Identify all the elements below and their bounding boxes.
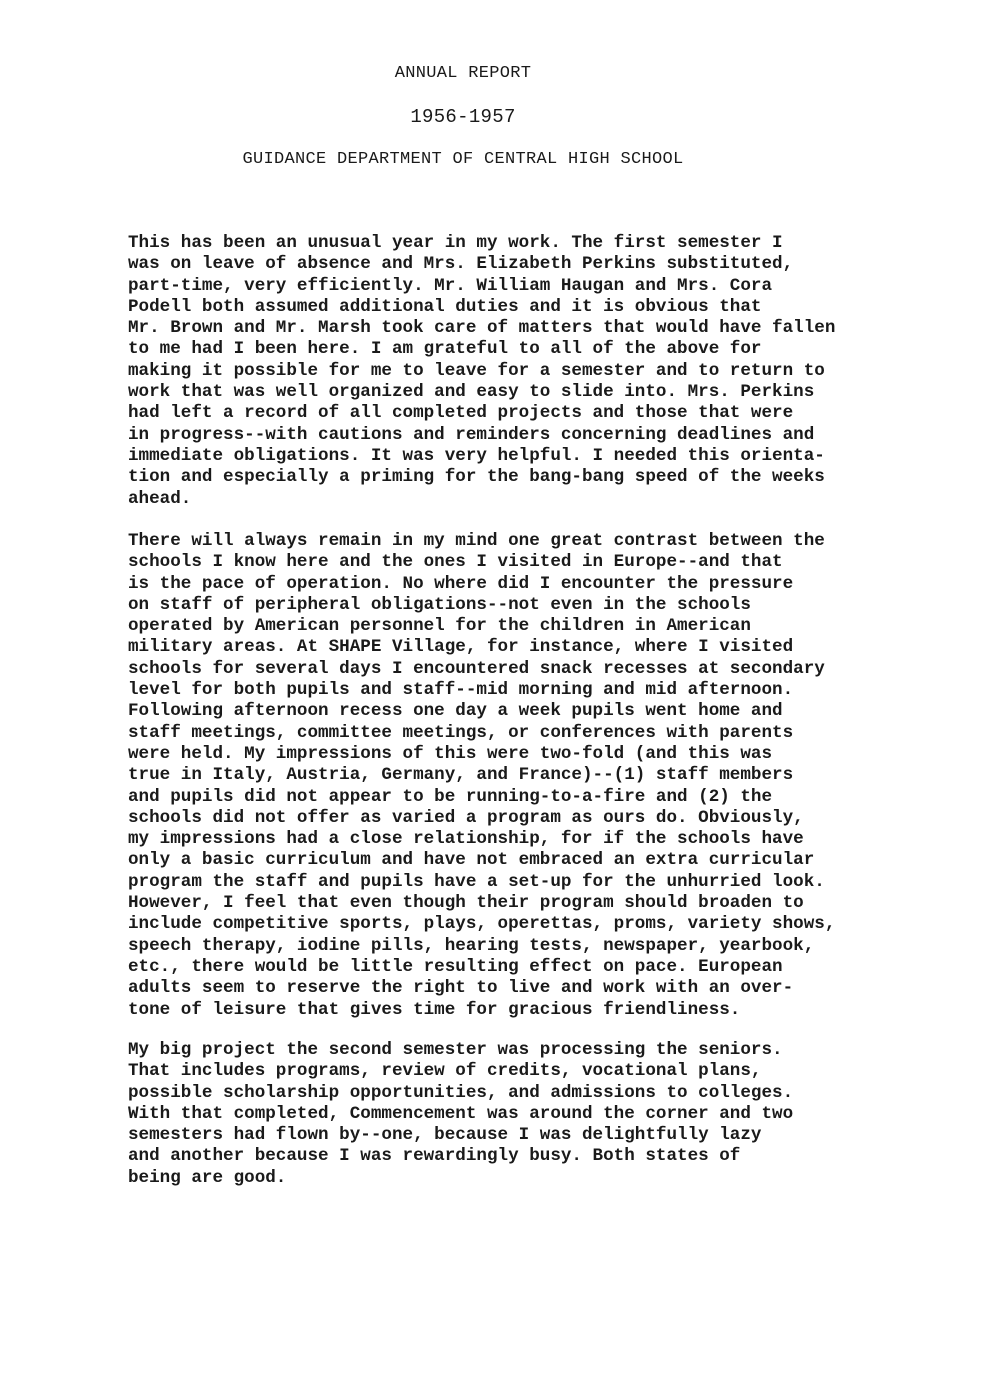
text-line: to me had I been here. I am grateful to all of the above for: [128, 339, 762, 360]
text-line: being are good.: [128, 1167, 287, 1188]
text-line: include competitive sports, plays, operettas, proms, variety shows,: [128, 914, 836, 935]
text-line: speech therapy, iodine pills, hearing tests, newspaper, yearbook,: [128, 935, 815, 956]
text-line: ahead.: [128, 488, 192, 509]
report-title: ANNUAL REPORT: [394, 64, 532, 83]
text-line: program the staff and pupils have a set-up for the unhurried look.: [128, 871, 825, 892]
text-line: only a basic curriculum and have not embraced an extra curricular: [128, 850, 815, 871]
text-line: and another because I was rewardingly busy. Both states of: [128, 1146, 741, 1167]
text-line: were held. My impressions of this were two-fold (and this was: [128, 743, 773, 764]
text-line: is the pace of operation. No where did I encounter the pressure: [128, 573, 794, 594]
text-line: There will always remain in my mind one great contrast between the: [128, 531, 825, 551]
paragraph-2: [128, 531, 998, 1021]
text-line: Mr. Brown and Mr. Marsh took care of matters that would have fallen: [128, 318, 836, 339]
text-line: This has been an unusual year in my work. The first semester I: [128, 233, 783, 253]
department-heading: GUIDANCE DEPARTMENT OF CENTRAL HIGH SCHOOL: [242, 150, 684, 169]
text-line: semesters had flown by--one, because I was delightfully lazy: [128, 1125, 762, 1146]
text-line: Following afternoon recess one day a week pupils went home and: [128, 701, 783, 722]
text-line: was on leave of absence and Mrs. Elizabeth Perkins substituted,: [128, 254, 794, 275]
text-line: adults seem to reserve the right to live and work with an over-: [128, 978, 794, 999]
text-line: tion and especially a priming for the bang-bang speed of the weeks: [128, 467, 825, 488]
text-line: However, I feel that even though their program should broaden to: [128, 893, 804, 914]
paragraph-3: [128, 1040, 998, 1189]
text-line: had left a record of all completed projects and those that were: [128, 403, 794, 424]
text-line: on staff of peripheral obligations--not even in the schools: [128, 594, 751, 615]
text-line: work that was well organized and easy to slide into. Mrs. Perkins: [128, 382, 815, 403]
text-line: level for both pupils and staff--mid morning and mid afternoon.: [128, 680, 794, 701]
text-line: and pupils did not appear to be running-to-a-fire and (2) the: [128, 786, 773, 807]
text-line: making it possible for me to leave for a semester and to return to: [128, 360, 825, 381]
text-line: in progress--with cautions and reminders concerning deadlines and: [128, 424, 815, 445]
text-line: My big project the second semester was processing the seniors.: [128, 1040, 783, 1060]
text-line: tone of leisure that gives time for gracious friendliness.: [128, 999, 741, 1020]
text-line: schools I know here and the ones I visited in Europe--and that: [128, 552, 783, 573]
text-line: schools for several days I encountered snack recesses at secondary: [128, 658, 825, 679]
text-line: military areas. At SHAPE Village, for instance, where I visited: [128, 637, 794, 658]
text-line: schools did not offer as varied a program as ours do. Obviously,: [128, 807, 804, 828]
paragraph-1: [128, 233, 998, 510]
text-line: true in Italy, Austria, Germany, and France)--(1) staff members: [128, 765, 794, 786]
text-line: Podell both assumed additional duties and it is obvious that: [128, 296, 762, 317]
text-line: my impressions had a close relationship, for if the schools have: [128, 829, 804, 850]
text-line: staff meetings, committee meetings, or conferences with parents: [128, 722, 794, 743]
text-line: That includes programs, review of credits, vocational plans,: [128, 1061, 762, 1082]
report-years: 1956-1957: [410, 106, 516, 128]
text-line: With that completed, Commencement was around the corner and two: [128, 1103, 794, 1124]
text-line: operated by American personnel for the children in American: [128, 616, 751, 637]
text-line: possible scholarship opportunities, and admissions to colleges.: [128, 1082, 794, 1103]
text-line: part-time, very efficiently. Mr. William Haugan and Mrs. Cora: [128, 275, 773, 296]
text-line: immediate obligations. It was very helpful. I needed this orienta-: [128, 445, 825, 466]
text-line: etc., there would be little resulting effect on pace. European: [128, 956, 783, 977]
